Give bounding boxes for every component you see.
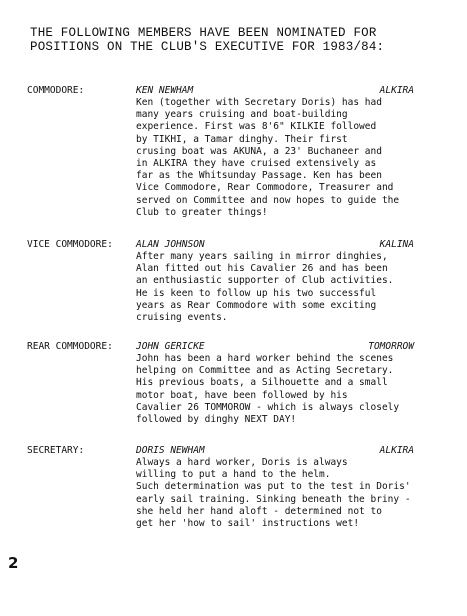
description-line: John has been a hard worker behind the scenes: [136, 353, 394, 364]
description-line: by TIKHI, a Tamar dinghy. Their first: [136, 133, 348, 145]
description-line: in ALKIRA they have cruised extensively as: [136, 158, 377, 170]
nominee-name: ALAN JOHNSON: [136, 239, 205, 250]
page-number: 2: [8, 554, 19, 572]
description-line: she held her hand aloft - determined not to: [136, 505, 382, 517]
description-line: motor boat, have been followed by his: [136, 389, 348, 401]
description-line: His previous boats, a Silhouette and a small: [136, 377, 388, 389]
description-line: far as the Whitsunday Passage. Ken has been: [136, 170, 382, 182]
description-line: get her 'how to sail' instructions wet!: [136, 518, 360, 530]
nominee-name-row: [136, 85, 414, 97]
description-line: After many years sailing in mirror dinghies,: [136, 251, 388, 262]
description-line: Vice Commodore, Rear Commodore, Treasurer and: [136, 182, 394, 194]
role-label: VICE COMMODORE:: [27, 239, 113, 250]
nominee-name-row: [136, 445, 414, 457]
description-line: Ken (together with Secretary Doris) has had: [136, 97, 382, 108]
nominee-name-row: [136, 239, 414, 251]
nominee-description: [136, 97, 442, 219]
description-line: crusing boat was AKUNA, a 23' Buchaneer and: [136, 145, 382, 157]
description-line: Always a hard worker, Doris is always: [136, 457, 348, 468]
nominee-name: KEN NEWHAM: [136, 85, 194, 96]
boat-name: KALINA: [379, 239, 414, 250]
nominee-name-row: [136, 341, 414, 353]
description-line: Cavalier 26 TOMMOROW - which is always closely: [136, 401, 400, 413]
description-line: served on Committee and now hopes to guide the: [136, 194, 400, 206]
description-line: experience. First was 8'6" KILKIE followed: [136, 121, 377, 133]
description-line: Such determination was put to the test in Doris': [136, 481, 411, 493]
nominee-description: [136, 353, 442, 426]
boat-name: ALKIRA: [379, 85, 414, 96]
description-line: He is keen to follow up his two successful: [136, 287, 377, 299]
description-line: cruising events.: [136, 312, 228, 324]
role-label: SECRETARY:: [27, 445, 85, 456]
role-label: COMMODORE:: [27, 85, 85, 96]
boat-name: ALKIRA: [379, 445, 414, 456]
heading-line-2: POSITIONS ON THE CLUB'S EXECUTIVE FOR 1983/84:: [30, 40, 385, 54]
boat-name: TOMORROW: [368, 341, 414, 352]
description-line: years as Rear Commodore with some exciting: [136, 299, 377, 311]
heading-line-1: THE FOLLOWING MEMBERS HAVE BEEN NOMINATED FOR: [30, 26, 377, 40]
description-line: Alan fitted out his Cavalier 26 and has been: [136, 263, 388, 275]
description-line: an enthusiastic supporter of Club activities.: [136, 275, 394, 287]
description-line: many years cruising and boat-building: [136, 109, 348, 121]
description-line: Club to greater things!: [136, 206, 268, 218]
nominee-name: JOHN GERICKE: [136, 341, 205, 352]
nominee-name: DORIS NEWHAM: [136, 445, 205, 456]
page-heading: [30, 26, 384, 54]
description-line: helping on Committee and as Acting Secretary.: [136, 365, 394, 377]
description-line: followed by dinghy NEXT DAY!: [136, 414, 297, 426]
description-line: willing to put a hand to the helm.: [136, 469, 331, 481]
nominee-description: [136, 251, 442, 324]
nominee-description: [136, 457, 442, 530]
description-line: early sail training. Sinking beneath the briny -: [136, 493, 411, 505]
role-label: REAR COMMODORE:: [27, 341, 113, 352]
